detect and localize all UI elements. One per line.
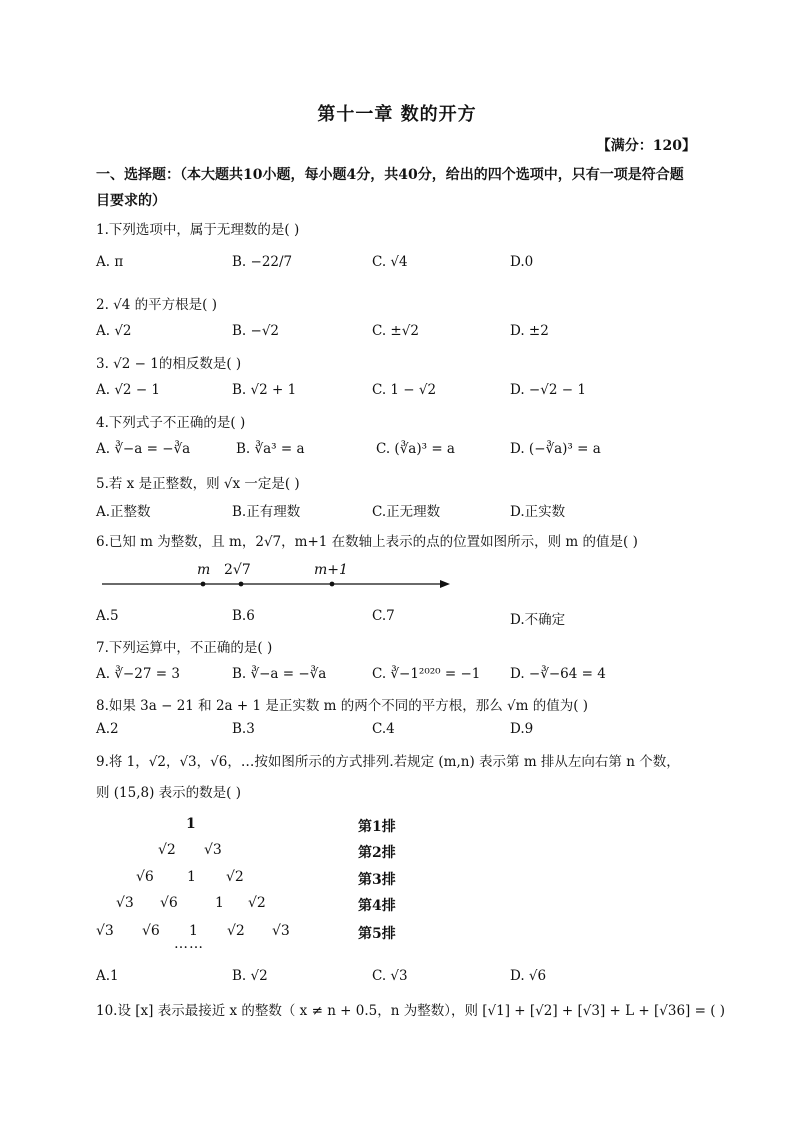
number-line-figure [100,560,450,594]
triangle-cell: √6 [160,895,178,911]
number-line-axis [100,560,450,594]
page-title: 第十一章 数的开方 [317,104,477,125]
triangle-cell: √2 [248,895,266,911]
question-2-option-d[interactable]: D. ±2 [510,323,549,339]
section-heading: 一、选择题：（本大题共10小题，每小题4分，共40分，给出的四个选项中，只有一项是符合题目要求的） [96,167,684,209]
question-3-option-b[interactable]: B. √2 + 1 [232,382,297,398]
triangle-cell: √2 [227,923,245,939]
question-5-stem: 5.若 x 是正整数，则 √x 一定是( ) [96,476,300,492]
question-8-option-d[interactable]: D.9 [510,721,534,737]
point-m [201,582,206,587]
question-7-option-a[interactable]: A. ∛−27 = 3 [96,666,180,682]
question-6-stem: 6.已知 m 为整数，且 m，2√7，m+1 在数轴上表示的点的位置如图所示，则 m 的值是( ) [96,534,638,550]
question-4-option-b[interactable]: B. ∛a³ = a [236,441,305,457]
question-1-option-d[interactable]: D.0 [510,254,534,270]
question-5-option-b[interactable]: B.正有理数 [232,504,301,520]
question-1-option-c[interactable]: C. √4 [372,254,408,270]
ellipsis-dots: …… [174,936,204,952]
label-m: m [197,562,211,578]
row-label-2: 第2排 [358,845,396,861]
triangle-cell: √2 [158,842,176,858]
row-label-4: 第4排 [358,898,396,914]
triangle-cell: √3 [96,923,114,939]
triangle-cell: √3 [116,895,134,911]
question-8-stem: 8.如果 3a − 21 和 2a + 1 是正实数 m 的两个不同的平方根，那么 √m 的值为( ) [96,698,589,714]
question-1-option-b[interactable]: B. −22/7 [232,254,293,270]
label-m-plus-1: m+1 [314,562,348,578]
row-label-3: 第3排 [358,872,396,888]
question-7-stem: 7.下列运算中，不正确的是( ) [96,640,273,656]
row-label-1: 第1排 [358,819,396,835]
question-4-stem: 4.下列式子不正确的是( ) [96,415,246,431]
question-5-option-a[interactable]: A.正整数 [96,504,151,520]
question-1-stem: 1.下列选项中，属于无理数的是( ) [96,222,300,238]
point-m-plus-1 [330,582,335,587]
question-9-option-d[interactable]: D. √6 [510,968,547,984]
question-8-option-a[interactable]: A.2 [96,721,119,737]
question-9-option-b[interactable]: B. √2 [232,968,268,984]
question-4-option-a[interactable]: A. ∛−a = −∛a [96,441,191,457]
triangle-cell: 1 [186,816,196,832]
question-9-stem-continued: 则 (15,8) 表示的数是( ) [96,785,241,801]
question-2-option-b[interactable]: B. −√2 [232,323,280,339]
question-9-option-a[interactable]: A.1 [96,968,119,984]
question-8-option-b[interactable]: B.3 [232,721,255,737]
question-4-option-d[interactable]: D. (−∛a)³ = a [510,441,601,457]
triangle-cell: √3 [204,842,222,858]
triangle-cell: √6 [142,923,160,939]
triangle-cell: 1 [187,869,196,885]
question-6-option-d[interactable]: D.不确定 [510,612,566,628]
question-6-option-c[interactable]: C.7 [372,608,395,624]
question-8-option-c[interactable]: C.4 [372,721,395,737]
triangle-cell: √3 [272,923,290,939]
question-7-option-d[interactable]: D. −∛−64 = 4 [510,666,606,682]
question-7-option-c[interactable]: C. ∛−1²⁰²⁰ = −1 [372,666,481,682]
point-2sqrt7 [239,582,244,587]
triangle-cell: √6 [136,869,154,885]
question-3-stem: 3. √2 − 1的相反数是( ) [96,356,242,372]
question-5-option-c[interactable]: C.正无理数 [372,504,441,520]
triangle-cell: 1 [215,895,224,911]
question-10-stem: 10.设 [x] 表示最接近 x 的整数（ x ≠ n + 0.5，n 为整数），则 [√1] + [√2] + [√3] + L + [√36] = ( ) [96,1003,726,1019]
question-9-stem: 9.将 1，√2，√3，√6，…按如图所示的方式排列.若规定 (m,n) 表示第 m 排从左向右第 n 个数， [96,754,680,770]
question-4-option-c[interactable]: C. (∛a)³ = a [376,441,455,457]
score-note: 【满分：120】 [596,138,696,154]
question-3-option-c[interactable]: C. 1 − √2 [372,382,437,398]
question-1-option-a[interactable]: A. π [96,254,124,270]
triangle-arrangement-figure [96,808,516,958]
row-label-5: 第5排 [358,926,396,942]
question-7-option-b[interactable]: B. ∛−a = −∛a [232,666,327,682]
question-6-option-a[interactable]: A.5 [96,608,119,624]
question-3-option-d[interactable]: D. −√2 − 1 [510,382,586,398]
question-3-option-a[interactable]: A. √2 − 1 [96,382,161,398]
question-2-option-c[interactable]: C. ±√2 [372,323,419,339]
question-2-stem: 2. √4 的平方根是( ) [96,297,217,313]
question-9-option-c[interactable]: C. √3 [372,968,408,984]
triangle-cell: 1 [189,923,198,939]
triangle-cell: √2 [226,869,244,885]
question-2-option-a[interactable]: A. √2 [96,323,132,339]
question-6-option-b[interactable]: B.6 [232,608,255,624]
label-2sqrt7: 2√7 [224,562,251,578]
question-5-option-d[interactable]: D.正实数 [510,504,566,520]
